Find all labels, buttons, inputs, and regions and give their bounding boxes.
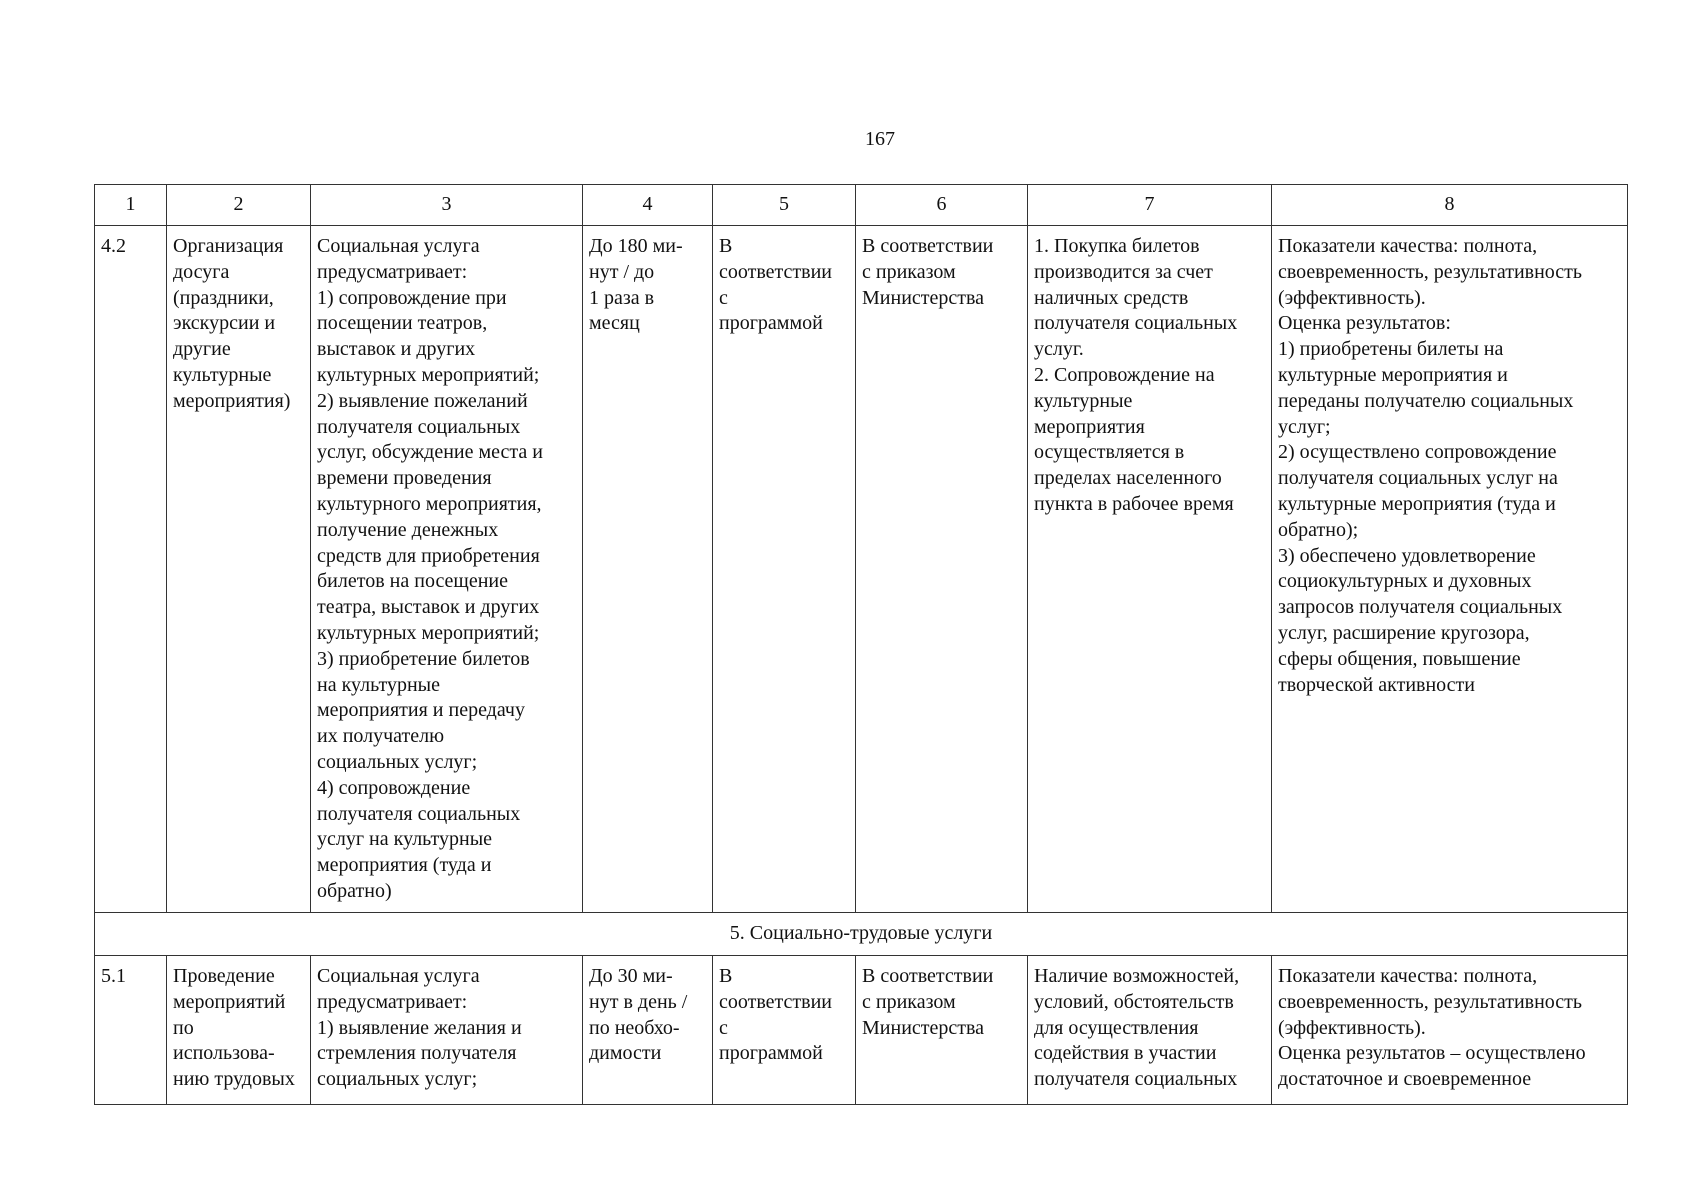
column-number-2: 2 [167, 185, 311, 226]
service-norm: До 30 ми- нут в день / по необхо- димости [583, 956, 713, 1105]
service-name: Организация досуга (праздники, экскурсии и другие культурные мероприятия) [167, 226, 311, 913]
service-term: В соответствии с программой [713, 956, 856, 1105]
column-number-5: 5 [713, 185, 856, 226]
service-conditions: 1. Покупка билетов производится за счет наличных средств получателя социальных услуг. 2. Сопровождение на культурные мероприятия осуществляется в пределах населенного пункта в рабочее время [1028, 226, 1272, 913]
column-number-7: 7 [1028, 185, 1272, 226]
service-description: Социальная услуга предусматривает: 1) выявление желания и стремления получателя социальных услуг; [311, 956, 583, 1105]
service-tariff: В соответствии с приказом Министерства [856, 956, 1028, 1105]
service-description: Социальная услуга предусматривает: 1) сопровождение при посещении театров, выставок и других культурных мероприятий; 2) выявление пожеланий получателя социальных услуг, обсуждение места и времени проведения культурного мероприятия, получение денежных средств для приобретения билетов на посещение театра, выставок и других культурных мероприятий; 3) приобретение билетов на культурные мероприятия и передачу их получателю социальных услуг; 4) сопровождение получателя социальных услуг на культурные мероприятия (туда и обратно) [311, 226, 583, 913]
service-norm: До 180 ми- нут / до 1 раза в месяц [583, 226, 713, 913]
section-title: 5. Социально-трудовые услуги [95, 913, 1628, 956]
service-quality: Показатели качества: полнота, своевременность, результативность (эффективность). Оценка результатов: 1) приобретены билеты на культурные мероприятия и переданы получателю социальных услуг; 2) осуществлено сопровождение получателя социальных услуг на культурные мероприятия (туда и обратно); 3) обеспечено удовлетворение социокультурных и духовных запросов получателя социальных услуг, расширение кругозора, сферы общения, повышение творческой активности [1272, 226, 1628, 913]
column-number-3: 3 [311, 185, 583, 226]
service-conditions: Наличие возможностей, условий, обстоятельств для осуществления содействия в участии получателя социальных [1028, 956, 1272, 1105]
column-number-8: 8 [1272, 185, 1628, 226]
section-row [95, 913, 1628, 956]
page-number: 167 [865, 128, 895, 150]
column-number-6: 6 [856, 185, 1028, 226]
services-table [94, 184, 1628, 1105]
service-term: В соответствии с программой [713, 226, 856, 913]
service-code: 5.1 [95, 956, 167, 1105]
service-name: Проведение мероприятий по использова- нию трудовых [167, 956, 311, 1105]
service-tariff: В соответствии с приказом Министерства [856, 226, 1028, 913]
service-code: 4.2 [95, 226, 167, 913]
table-header-row [95, 185, 1628, 226]
table-row [95, 956, 1628, 1105]
table-row [95, 226, 1628, 913]
column-number-1: 1 [95, 185, 167, 226]
column-number-4: 4 [583, 185, 713, 226]
service-quality: Показатели качества: полнота, своевременность, результативность (эффективность). Оценка результатов – осуществлено достаточное и своевременное [1272, 956, 1628, 1105]
